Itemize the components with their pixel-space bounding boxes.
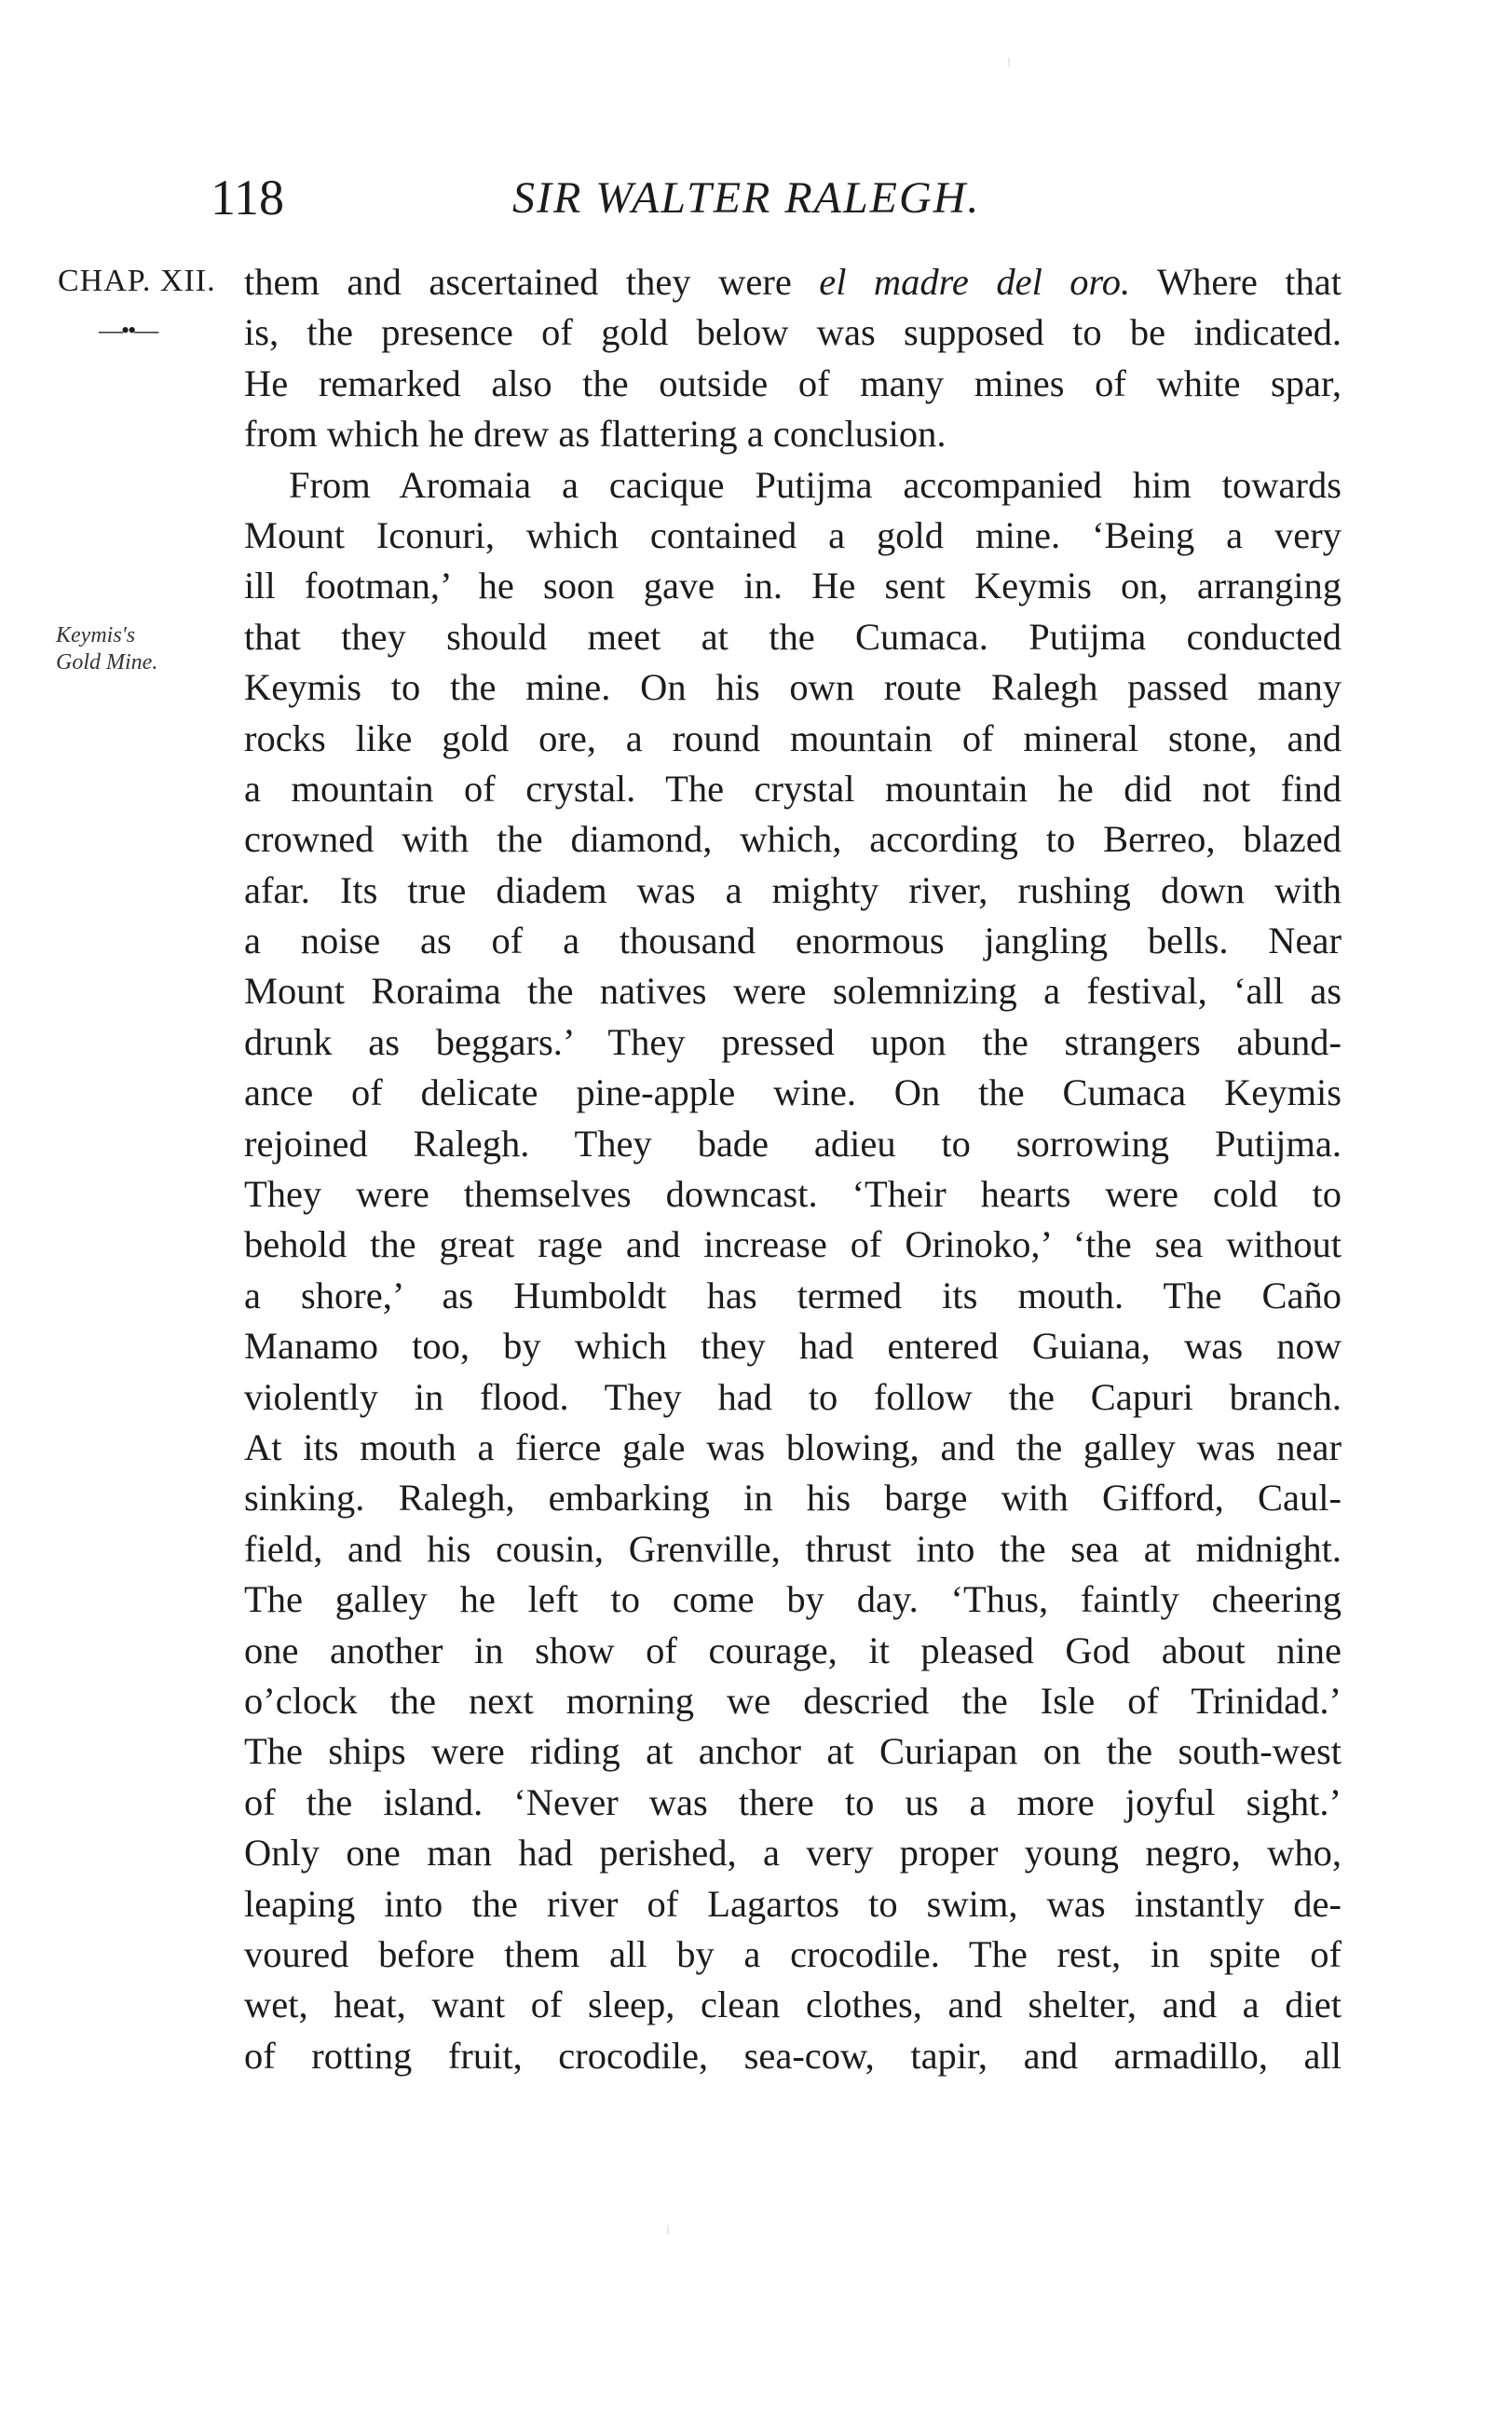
text-line: At its mouth a fierce gale was blowing, and the galley was near <box>244 1425 1342 1468</box>
text-line: that they should meet at the Cumaca. Putijma conducted <box>244 615 1342 658</box>
scan-speck <box>667 2225 669 2234</box>
side-note-line: Gold Mine. <box>56 650 158 675</box>
text-line: leaping into the river of Lagartos to swim, was instantly de- <box>244 1882 1342 1925</box>
side-note <box>56 622 224 676</box>
text-line: wet, heat, want of sleep, clean clothes, and shelter, and a diet <box>244 1984 1342 2026</box>
text-line: Manamo too, by which they had entered Guiana, was now <box>244 1325 1342 1368</box>
scan-speck <box>1008 58 1010 67</box>
text-line: one another in show of courage, it pleased God about nine <box>244 1629 1342 1671</box>
text-line: is, the presence of gold below was supposed to be indicated. <box>244 311 1342 354</box>
text-span: them and ascertained they were <box>244 261 792 303</box>
text-line: He remarked also the outside of many mines of white spar, <box>244 361 1342 404</box>
chapter-label: CHAP. XII. <box>58 264 216 298</box>
text-line: of the island. ‘Never was there to us a more joyful sight.’ <box>244 1780 1342 1823</box>
text-line: rocks like gold ore, a round mountain of mineral stone, and <box>244 716 1342 759</box>
text-line: The ships were riding at anchor at Curiapan on the south-west <box>244 1730 1342 1773</box>
text-line <box>244 257 1342 307</box>
text-line: sinking. Ralegh, embarking in his barge with Gifford, Caul- <box>244 1477 1342 1520</box>
text-line: Mount Iconuri, which contained a gold mine. ‘Being a very <box>244 513 1342 556</box>
ornament-rule: —••— <box>99 317 157 344</box>
text-line: crowned with the diamond, which, according to Berreo, blazed <box>244 818 1342 861</box>
text-line: o’clock the next morning we descried the Isle of Trinidad.’ <box>244 1679 1342 1722</box>
text-line: from which he drew as flattering a conclusion. <box>244 413 947 456</box>
text-line: of rotting fruit, crocodile, sea-cow, tapir, and armadillo, all <box>244 2034 1342 2077</box>
text-line: violently in flood. They had to follow the Capuri branch. <box>244 1375 1342 1418</box>
text-line: Only one man had perished, a very proper young negro, who, <box>244 1832 1342 1875</box>
text-line: drunk as beggars.’ They pressed upon the strangers abund- <box>244 1020 1342 1063</box>
text-line: field, and his cousin, Grenville, thrust into the sea at midnight. <box>244 1527 1342 1570</box>
italic-phrase: el madre del oro. <box>819 261 1131 303</box>
text-line: a shore,’ as Humboldt has termed its mouth. The Caño <box>244 1274 1342 1316</box>
text-line: ill footman,’ he soon gave in. He sent Keymis on, arranging <box>244 565 1342 607</box>
text-line: a noise as of a thousand enormous jangling bells. Near <box>244 920 1342 962</box>
body-text <box>244 257 1342 2081</box>
running-title: SIR WALTER RALEGH. <box>512 173 981 223</box>
text-line: rejoined Ralegh. They bade adieu to sorrowing Putijma. <box>244 1122 1342 1165</box>
text-line: Keymis to the mine. On his own route Ralegh passed many <box>244 666 1342 709</box>
text-line: a mountain of crystal. The crystal mountain he did not find <box>244 767 1342 810</box>
text-line: ance of delicate pine-apple wine. On the Cumaca Keymis <box>244 1071 1342 1114</box>
text-span: Where that <box>1156 261 1342 303</box>
text-line: voured before them all by a crocodile. The rest, in spite of <box>244 1932 1342 1975</box>
text-line: Mount Roraima the natives were solemnizing a festival, ‘all as <box>244 970 1342 1013</box>
text-line: The galley he left to come by day. ‘Thus, faintly cheering <box>244 1578 1342 1621</box>
text-line: behold the great rage and increase of Orinoko,’ ‘the sea without <box>244 1223 1342 1266</box>
text-line: afar. Its true diadem was a mighty river, rushing down with <box>244 868 1342 911</box>
page-number: 118 <box>211 170 284 225</box>
text-line: From Aromaia a cacique Putijma accompanied him towards <box>289 463 1342 506</box>
side-note-line: Keymis's <box>56 623 136 648</box>
text-line: They were themselves downcast. ‘Their hearts were cold to <box>244 1173 1342 1216</box>
